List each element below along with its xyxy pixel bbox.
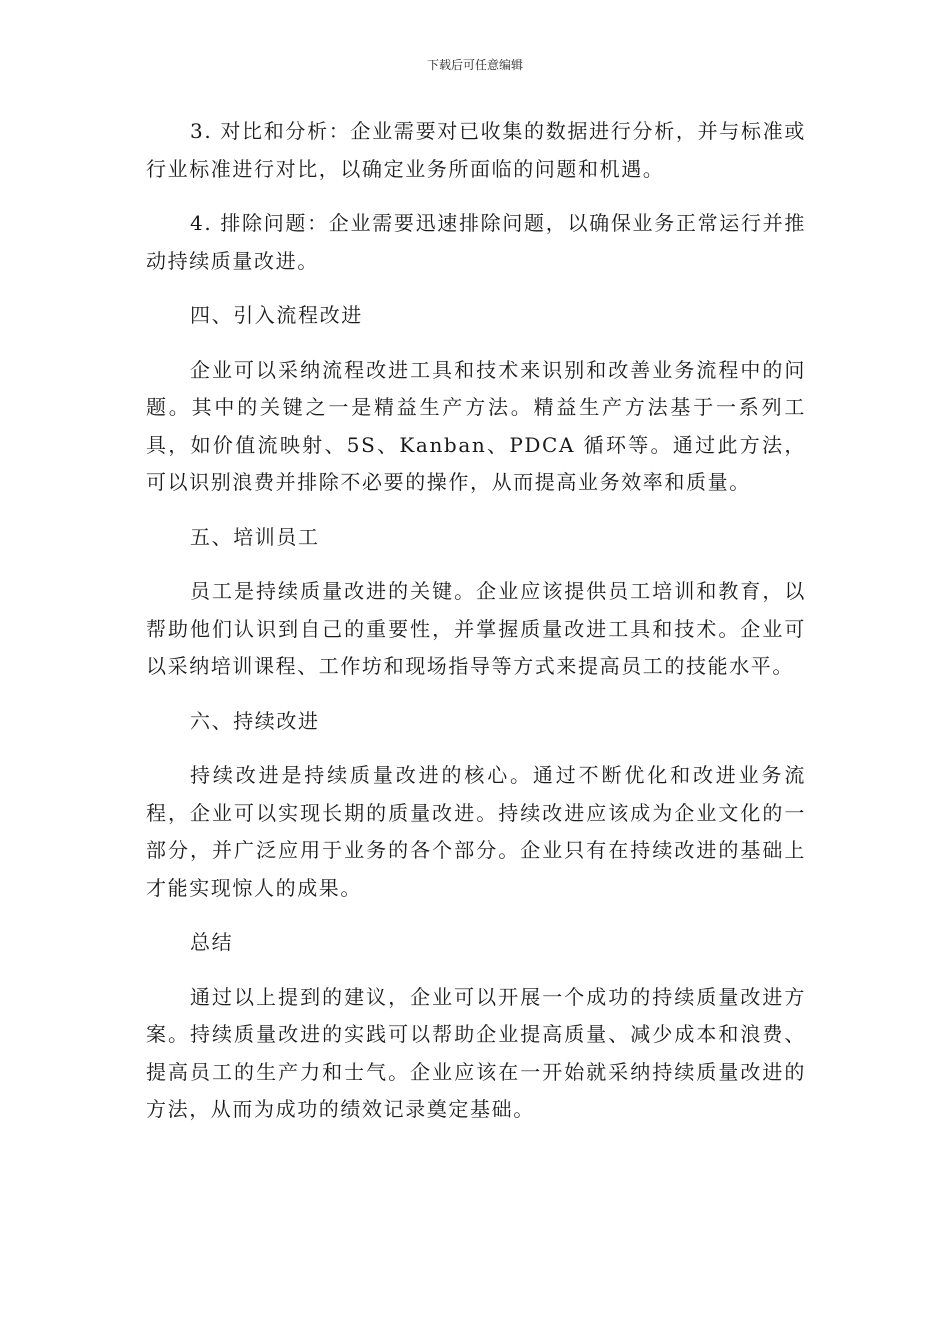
section-heading-train-staff: 五、培训员工: [190, 524, 320, 549]
paragraph-train-staff: 员工是持续质量改进的关键。企业应该提供员工培训和教育，以帮助他们认识到自己的重要性，并掌握质量改进工具和技术。企业可以采纳培训课程、工作坊和现场指导等方式来提高员工的技能水平。: [146, 579, 806, 678]
document-body: [146, 113, 806, 1146]
paragraph-process-improvement: 企业可以采纳流程改进工具和技术来识别和改善业务流程中的问题。其中的关键之一是精益生产方法。精益生产方法基于一系列工具，如价值流映射、5S、Kanban、PDCA 循环等。通过此方法，可以识别浪费并排除不必要的操作，从而提高业务效率和质量。: [146, 357, 806, 494]
section-heading-summary: 总结: [190, 930, 234, 954]
paragraph-summary: 通过以上提到的建议，企业可以开展一个成功的持续质量改进方案。持续质量改进的实践可以帮助企业提高质量、减少成本和浪费、提高员工的生产力和士气。企业应该在一开始就采纳持续质量改进的方法，从而为成功的绩效记录奠定基础。: [146, 984, 806, 1121]
section-heading-continuous-improvement: 六、持续改进: [190, 708, 320, 733]
page-header: 下载后可任意编辑: [426, 58, 523, 72]
paragraph-eliminate-issues: 4. 排除问题：企业需要迅速排除问题，以确保业务正常运行并推动持续质量改进。: [146, 211, 806, 273]
section-heading-process-improvement: 四、引入流程改进: [190, 303, 363, 327]
paragraph-continuous-improvement: 持续改进是持续质量改进的核心。通过不断优化和改进业务流程，企业可以实现长期的质量改进。持续改进应该成为企业文化的一部分，并广泛应用于业务的各个部分。企业只有在持续改进的基础上才能实现惊人的成果。: [146, 763, 806, 900]
paragraph-compare-analyze: 3. 对比和分析：企业需要对已收集的数据进行分析，并与标准或行业标准进行对比，以确定业务所面临的问题和机遇。: [146, 119, 806, 181]
